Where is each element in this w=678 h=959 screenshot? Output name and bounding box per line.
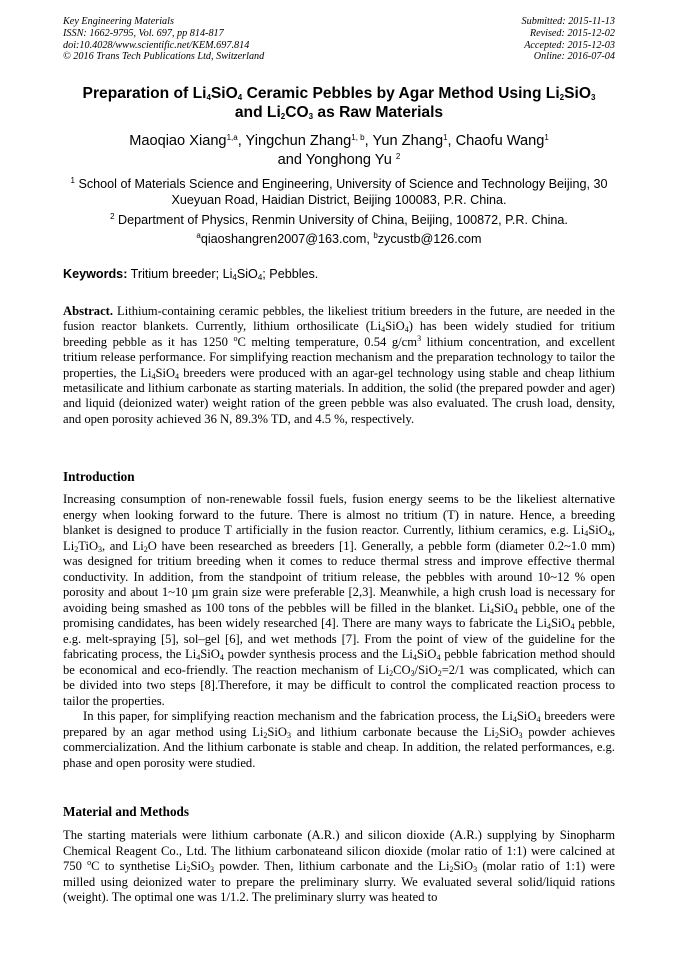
affiliation-2: $^2$ Department of Physics, Renmin University of China, Beijing, 100872, P.R. China. <box>110 212 568 227</box>
journal-dates <box>522 16 615 63</box>
author-name: , Yun Zhang <box>364 133 444 149</box>
journal-info-left <box>63 16 264 63</box>
author-emails: $^a$qiaoshangren2007@163.com, $^b$zycustb@126.com <box>196 231 482 246</box>
keywords: Keywords: Tritium breeder; $Li_4SiO_4$; Pebbles. <box>63 267 319 282</box>
date-accepted: Accepted: 2015-12-03 <box>524 39 615 51</box>
date-submitted: Submitted: 2015-11-13 <box>521 16 615 27</box>
author-name: , Yingchun Zhang <box>237 133 352 149</box>
abstract-label: Abstract. <box>63 304 114 318</box>
email-link[interactable]: qiaoshangren2007@163.com <box>200 232 367 246</box>
date-revised: Revised: 2015-12-02 <box>529 27 615 39</box>
author-name: Maoqiao Xiang <box>129 133 227 149</box>
journal-issn: ISSN: 1662-9795, Vol. 697, pp 814-817 <box>63 27 224 39</box>
journal-name: Key Engineering Materials <box>63 16 174 27</box>
affiliations <box>55 176 623 232</box>
section-heading-introduction: Introduction <box>63 469 135 484</box>
date-online: Online: 2016-07-04 <box>533 51 615 63</box>
author-name: and Yonghong Yu <box>277 152 392 168</box>
email-link[interactable]: zycustb@126.com <box>377 232 482 246</box>
journal-copyright: © 2016 Trans Tech Publications Ltd, Switzerland <box>63 51 265 63</box>
abstract: Abstract. Lithium-containing ceramic pebbles, the likeliest tritium breeders in the future, are needed in the fusion reactor blankets. Currently, lithium orthosilicate $(Li_4SiO_4)$ has been widely studied for tritium breeding pebble as it has 1250 $^o$C melting temperature, 0.54 $g/cm^3$ lithium concentration, and excellent tritium release performance. For simplifying reaction mechanism and the preparation technology to tailor the properties, the $Li_4SiO_4$ breeders were produced with an agar-gel technology using stable and cheap lithium metasilicate and lithium carbonate as starting materials. In addition, the solid (the prepared powder and ager) and liquid (deionized water) weight ration of the green pebble was also evaluated. The crush load, density, and open porosity achieved 36 N, 89.3% TD, and 4.5 %, respectively. <box>63 304 616 426</box>
paragraph: In this paper, for simplifying reaction mechanism and the fabrication process, the $Li_4SiO_4$ breeders were prepared by an agar method using $Li_2SiO_3$ and lithium carbonate because the $Li_2SiO_3$ powder achieves commercialization. And the lithium carbonate is stable and cheap. In addition, the related performances, e.g. phase and open porosity were studied. <box>63 709 616 770</box>
introduction-body <box>63 492 615 771</box>
keywords-label: Keywords: <box>63 267 128 281</box>
paragraph: Increasing consumption of non-renewable fossil fuels, fusion energy seems to be the likeliest alternative energy when looking forward to the future. There is almost no tritium (T) in nature. Hence, a breeding blanket is designed to produce T artificially in the fusion reactor. Currently, lithium ceramics, e.g. $Li_4SiO_4$, $Li_2TiO_3$, and $Li_2O$ have been researched as breeders [1]. Generally, a pebble form (diameter 0.2~1.0 mm) was designed for tritium breeding when it comes to reduce thermal stress and improve effective thermal conductivity. In addition, from the standpoint of tritium release, the pebbles with around 10~12 % open porosity and about 1~10 µm grain size were preferable [2,3]. Meanwhile, a high crush load is necessary for avoiding being smashed as 100 tons of the pebbles will be filled in the blanket. $Li_4SiO_4$ pebble, one of the promising candidates, has been widely researched [4]. There are many ways to fabricate the $Li_4SiO_4$ pebble, e.g. melt-spraying [5], sol–gel [6], and wet methods [7]. From the point of view of the guideline for the fabricating process, the $Li_4SiO_4$ powder synthesis process and the $Li_4SiO_4$ pebble fabrication method should be economical and eco-friendly. The reaction mechanism of $Li_2CO_3/SiO_2=2/1$ was complicated, which can be divided into two steps [8].Therefore, it may be difficult to control the complicated reaction process to tailor the properties. <box>63 492 615 708</box>
author-list: Maoqiao Xiang$^{1,a}$, Yingchun Zhang$^{1, b}$, Yun Zhang$^1$, Chaofu Wang$^1$ and Yonghong Yu $^2$ <box>129 133 549 168</box>
affiliation-1: $^1$ School of Materials Science and Engineering, University of Science and Technology Beijing, 30 Xueyuan Road, Haidian District, Beijing 100083, P.R. China. <box>70 176 608 207</box>
paragraph: The starting materials were lithium carbonate (A.R.) and silicon dioxide (A.R.) supplying by Sinopharm Chemical Reagent Co., Ltd. The lithium carbonateand silicon dioxide (molar ratio of 1:1) were calcined at 750 $^o$C to synthetise $Li_2SiO_3$ powder. Then, lithium carbonate and the $Li_2SiO_3$ (molar ratio of 1:1) were milled using deionized water to prepare the preliminary slurry. We evaluated several solid/liquid rations (weight). The optimal one was 1/1.2. The preliminary slurry was heated to <box>63 828 615 904</box>
paper-title: Preparation of $Li_4SiO_4$ Ceramic Pebbles by Agar Method Using $Li_2SiO_3$ and $Li_2CO_3$ as Raw Materials <box>82 85 596 121</box>
author-name: , Chaofu Wang <box>447 133 545 149</box>
journal-doi[interactable]: doi:10.4028/www.scientific.net/KEM.697.814 <box>63 39 250 51</box>
section-heading-methods: Material and Methods <box>63 804 190 819</box>
methods-body <box>63 828 615 906</box>
